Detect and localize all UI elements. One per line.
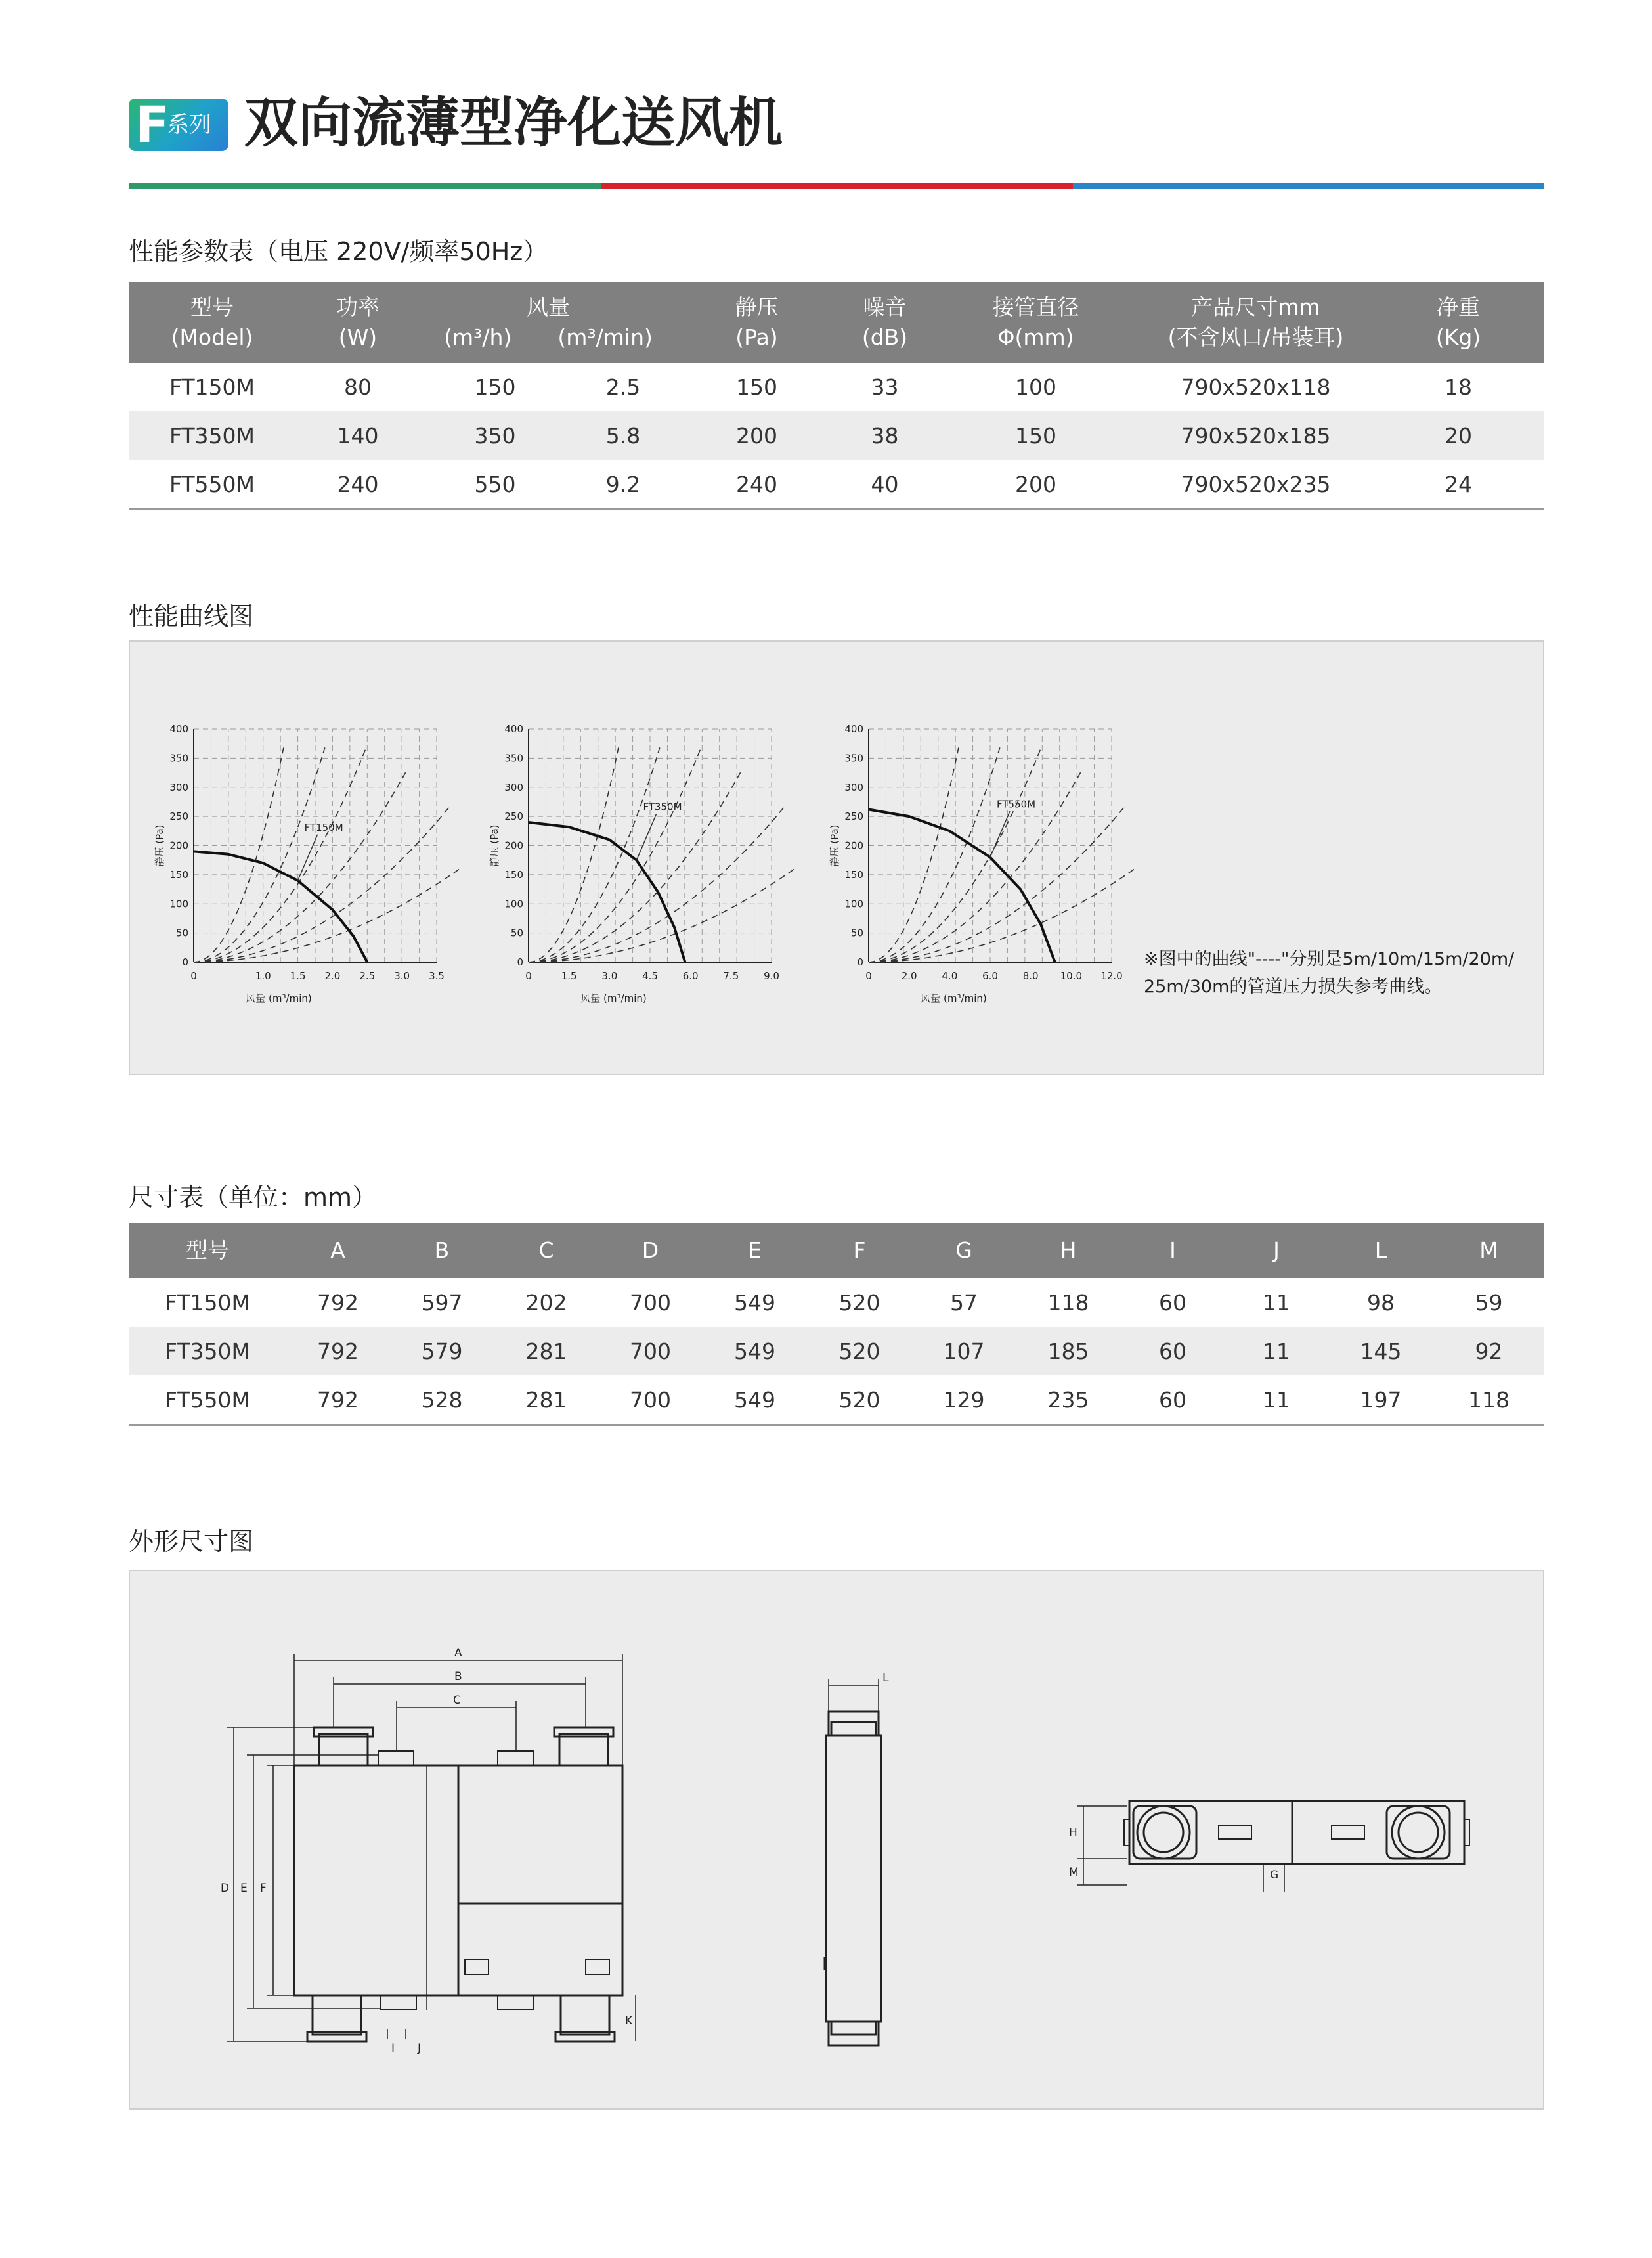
header-cell: F (807, 1223, 912, 1278)
y-tick-label: 200 (504, 839, 523, 852)
header-cell: H (1016, 1223, 1121, 1278)
cell: 579 (389, 1327, 494, 1375)
curve-annotation: FT550M (997, 798, 1036, 810)
duct-loss-curve (194, 747, 284, 962)
y-tick-label: 0 (182, 956, 188, 968)
y-tick-label: 50 (175, 927, 188, 939)
cell: 18 (1445, 374, 1472, 400)
duct-loss-curve (529, 747, 619, 962)
cell: 549 (734, 1289, 775, 1316)
y-tick-label: 250 (169, 810, 188, 823)
side-view (825, 1712, 881, 2045)
bottom-view (1124, 1801, 1469, 1864)
duct-loss-curve (529, 747, 660, 962)
duct-loss-curve (869, 847, 1135, 962)
y-tick-label: 400 (504, 723, 523, 735)
dim-label-j: J (418, 2042, 422, 2055)
x-tick-label: 12.0 (1100, 970, 1123, 982)
divider-green (129, 183, 601, 189)
curves-note-line1: ※图中的曲线"----"分别是5m/10m/15m/20m/ (1144, 949, 1515, 969)
cell: 700 (630, 1289, 671, 1316)
cell: 792 (317, 1386, 359, 1413)
series-badge (129, 95, 228, 154)
cell: 549 (703, 1327, 807, 1375)
dim-label-k: K (625, 2014, 633, 2027)
y-tick-label: 350 (504, 752, 523, 764)
x-tick-label: 4.5 (642, 970, 658, 982)
cell: 549 (734, 1386, 775, 1413)
dim-label-a: A (454, 1647, 462, 1660)
duct-loss-curve (869, 808, 1124, 962)
cell: FT550M (164, 1386, 251, 1413)
curves-note (1144, 946, 1538, 1001)
header-cell: L (1328, 1223, 1433, 1278)
badge-letter: F (135, 95, 169, 154)
x-tick-label: 7.5 (723, 970, 739, 982)
dim-label-l: L (882, 1671, 889, 1685)
header-model: 型号 (Model) (129, 282, 295, 363)
cell: 11 (1263, 1386, 1290, 1413)
cell: 597 (421, 1289, 463, 1316)
header-airflow: 风量 (m³/h) (m³/min) (420, 282, 676, 363)
header-power: 功率 (W) (295, 282, 420, 363)
cell: 200 (676, 411, 837, 460)
header-cell: D (598, 1223, 703, 1278)
y-tick-label: 100 (504, 898, 523, 910)
duct-loss-curve (194, 747, 366, 962)
cell: 118 (1468, 1386, 1510, 1413)
y-tick-label: 0 (857, 956, 863, 968)
cell: 281 (525, 1386, 567, 1413)
y-tick-label: 200 (169, 839, 188, 852)
x-tick-label: 3.0 (394, 970, 410, 982)
cell: 59 (1475, 1289, 1503, 1316)
dimensions-header-row (129, 1223, 1544, 1278)
duct-loss-curve (869, 747, 959, 962)
y-tick-label: 0 (517, 956, 523, 968)
cell: 520 (807, 1327, 912, 1375)
cell: 33 (871, 374, 899, 400)
badge-text: 系列 (167, 112, 211, 138)
cell: 790x520x185 (1139, 411, 1372, 460)
y-tick-label: 150 (844, 868, 863, 881)
cell: 145 (1328, 1327, 1433, 1375)
dimensions-title: 尺寸表（单位：mm） (129, 1183, 378, 1212)
y-axis-label: 静压 (Pa) (154, 824, 165, 867)
cell: 197 (1360, 1386, 1402, 1413)
performance-title: 性能参数表（电压 220V/频率50Hz） (129, 237, 548, 266)
y-tick-label: 100 (169, 898, 188, 910)
cell: 11 (1225, 1327, 1328, 1375)
annotation-leader (990, 811, 1010, 857)
cell: 57 (950, 1289, 978, 1316)
y-tick-label: 150 (504, 868, 523, 881)
y-tick-label: 200 (844, 839, 863, 852)
cell: FT550M (169, 471, 255, 497)
x-tick-label: 3.0 (601, 970, 618, 982)
cell: 140 (295, 411, 420, 460)
cell: 98 (1367, 1289, 1395, 1316)
duct-loss-curve (869, 747, 1000, 962)
y-tick-label: 400 (844, 723, 863, 735)
curve-chart-ft550m (819, 709, 1135, 1011)
y-tick-label: 100 (844, 898, 863, 910)
cell: 60 (1121, 1327, 1225, 1375)
y-axis-label: 静压 (Pa) (829, 824, 840, 867)
cell: 20 (1372, 411, 1544, 460)
cell: 5.8 (570, 411, 676, 460)
table-row (129, 460, 1544, 510)
curves-title: 性能曲线图 (129, 602, 254, 631)
x-axis-label: 风量 (m³/min) (921, 992, 987, 1004)
curve-chart-ft350m (479, 709, 794, 1011)
cell: 24 (1445, 471, 1472, 497)
x-tick-label: 9.0 (764, 970, 779, 982)
divider-blue (1073, 183, 1544, 189)
header-cell: B (389, 1223, 494, 1278)
header-cell: G (912, 1223, 1016, 1278)
dim-label-m: M (1069, 1866, 1079, 1879)
dim-label-i: I (391, 2042, 395, 2055)
x-tick-label: 1.5 (290, 970, 306, 982)
x-tick-label: 0 (525, 970, 532, 982)
x-tick-label: 8.0 (1022, 970, 1039, 982)
x-tick-label: 10.0 (1060, 970, 1083, 982)
y-axis-label: 静压 (Pa) (489, 824, 500, 867)
table-row (129, 411, 1544, 460)
cell: 792 (286, 1327, 389, 1375)
cell: FT350M (129, 411, 295, 460)
cell: 100 (1015, 374, 1056, 400)
dimensions-table (129, 1223, 1544, 1426)
cell: 281 (494, 1327, 598, 1375)
outline-drawing (129, 1570, 1544, 2110)
table-row (129, 363, 1544, 411)
y-tick-label: 50 (850, 927, 863, 939)
duct-loss-curve (529, 808, 784, 962)
performance-curve (529, 822, 685, 962)
x-axis-label: 风量 (m³/min) (580, 992, 647, 1004)
y-tick-label: 350 (844, 752, 863, 764)
duct-loss-curve (529, 847, 794, 962)
cell: 790x520x118 (1181, 374, 1331, 400)
cell: 150 (474, 374, 516, 400)
table-row (129, 1375, 1544, 1425)
cell: 202 (525, 1289, 567, 1316)
header-cell: J (1225, 1223, 1328, 1278)
dim-label-b: B (454, 1670, 462, 1683)
cell: 700 (598, 1327, 703, 1375)
outline-title: 外形尺寸图 (129, 1527, 254, 1556)
table-row (129, 1278, 1544, 1327)
cell: 350 (420, 411, 570, 460)
cell: 40 (871, 471, 899, 497)
cell: 2.5 (605, 374, 641, 400)
cell: 240 (736, 471, 777, 497)
table-row (129, 1327, 1544, 1375)
y-tick-label: 250 (504, 810, 523, 823)
cell: 792 (317, 1289, 359, 1316)
header-pressure: 静压 (Pa) (676, 282, 837, 363)
x-tick-label: 0 (190, 970, 197, 982)
cell: 118 (1047, 1289, 1089, 1316)
x-tick-label: 6.0 (982, 970, 998, 982)
x-tick-label: 2.0 (901, 970, 917, 982)
dim-label-g: G (1270, 1869, 1279, 1882)
header-cell: 型号 (129, 1223, 286, 1278)
dim-label-h: H (1069, 1826, 1077, 1840)
cell: 200 (1015, 471, 1056, 497)
cell: 520 (838, 1289, 880, 1316)
cell: 520 (838, 1386, 880, 1413)
cell: 550 (474, 471, 516, 497)
dim-label-d: D (221, 1882, 230, 1895)
annotation-leader (636, 814, 656, 860)
cell: 129 (943, 1386, 985, 1413)
cell: 92 (1433, 1327, 1544, 1375)
y-tick-label: 300 (169, 781, 188, 793)
curve-annotation: FT150M (304, 821, 343, 833)
x-tick-label: 3.5 (429, 970, 445, 982)
cell: 235 (1047, 1386, 1089, 1413)
y-tick-label: 350 (169, 752, 188, 764)
y-tick-label: 50 (510, 927, 523, 939)
duct-loss-curve (194, 747, 325, 962)
cell: 9.2 (605, 471, 641, 497)
x-tick-label: 4.0 (942, 970, 958, 982)
header-pipe-diameter: 接管直径 Φ(mm) (932, 282, 1139, 363)
performance-table (129, 282, 1544, 510)
header-cell: C (494, 1223, 598, 1278)
performance-curve (869, 810, 1055, 963)
header-noise: 噪音 (dB) (837, 282, 932, 363)
cell: 60 (1159, 1289, 1186, 1316)
x-tick-label: 2.0 (324, 970, 341, 982)
page-title: 双向流薄型净化送风机 (244, 92, 783, 154)
header-weight: 净重 (Kg) (1372, 282, 1544, 363)
cell: 700 (630, 1386, 671, 1413)
cell: 11 (1263, 1289, 1290, 1316)
header-size: 产品尺寸mm (不含风口/吊装耳) (1139, 282, 1372, 363)
cell: FT150M (169, 374, 255, 400)
performance-header-row (129, 282, 1544, 363)
curves-note-line2: 25m/30m的管道压力损失参考曲线。 (1144, 977, 1443, 997)
cell: FT350M (129, 1327, 286, 1375)
dim-label-c: C (453, 1694, 461, 1707)
x-tick-label: 0 (865, 970, 872, 982)
dim-label-e: E (240, 1882, 248, 1895)
header-cell: M (1433, 1223, 1544, 1278)
header-cell: I (1121, 1223, 1225, 1278)
y-tick-label: 250 (844, 810, 863, 823)
header-cell: E (703, 1223, 807, 1278)
duct-loss-curve (869, 747, 1041, 962)
cell: 38 (837, 411, 932, 460)
curve-chart-ft150m (144, 709, 460, 1011)
cell: 60 (1159, 1386, 1186, 1413)
y-tick-label: 300 (844, 781, 863, 793)
x-axis-label: 风量 (m³/min) (246, 992, 312, 1004)
cell: 80 (344, 374, 372, 400)
divider-red (601, 183, 1073, 189)
header-cell: A (286, 1223, 389, 1278)
curve-annotation: FT350M (643, 801, 682, 813)
x-tick-label: 6.0 (682, 970, 699, 982)
cell: 150 (932, 411, 1139, 460)
annotation-leader (298, 835, 318, 881)
cell: 150 (736, 374, 777, 400)
cell: 240 (337, 471, 379, 497)
cell: 528 (421, 1386, 463, 1413)
dim-label-f: F (260, 1882, 267, 1895)
front-view (227, 1654, 1284, 2041)
cell: 185 (1016, 1327, 1121, 1375)
cell: 790x520x235 (1181, 471, 1331, 497)
y-tick-label: 400 (169, 723, 188, 735)
x-tick-label: 1.5 (561, 970, 577, 982)
y-tick-label: 300 (504, 781, 523, 793)
x-tick-label: 2.5 (359, 970, 376, 982)
y-tick-label: 150 (169, 868, 188, 881)
cell: FT150M (164, 1289, 251, 1316)
cell: 107 (912, 1327, 1016, 1375)
x-tick-label: 1.0 (255, 970, 271, 982)
